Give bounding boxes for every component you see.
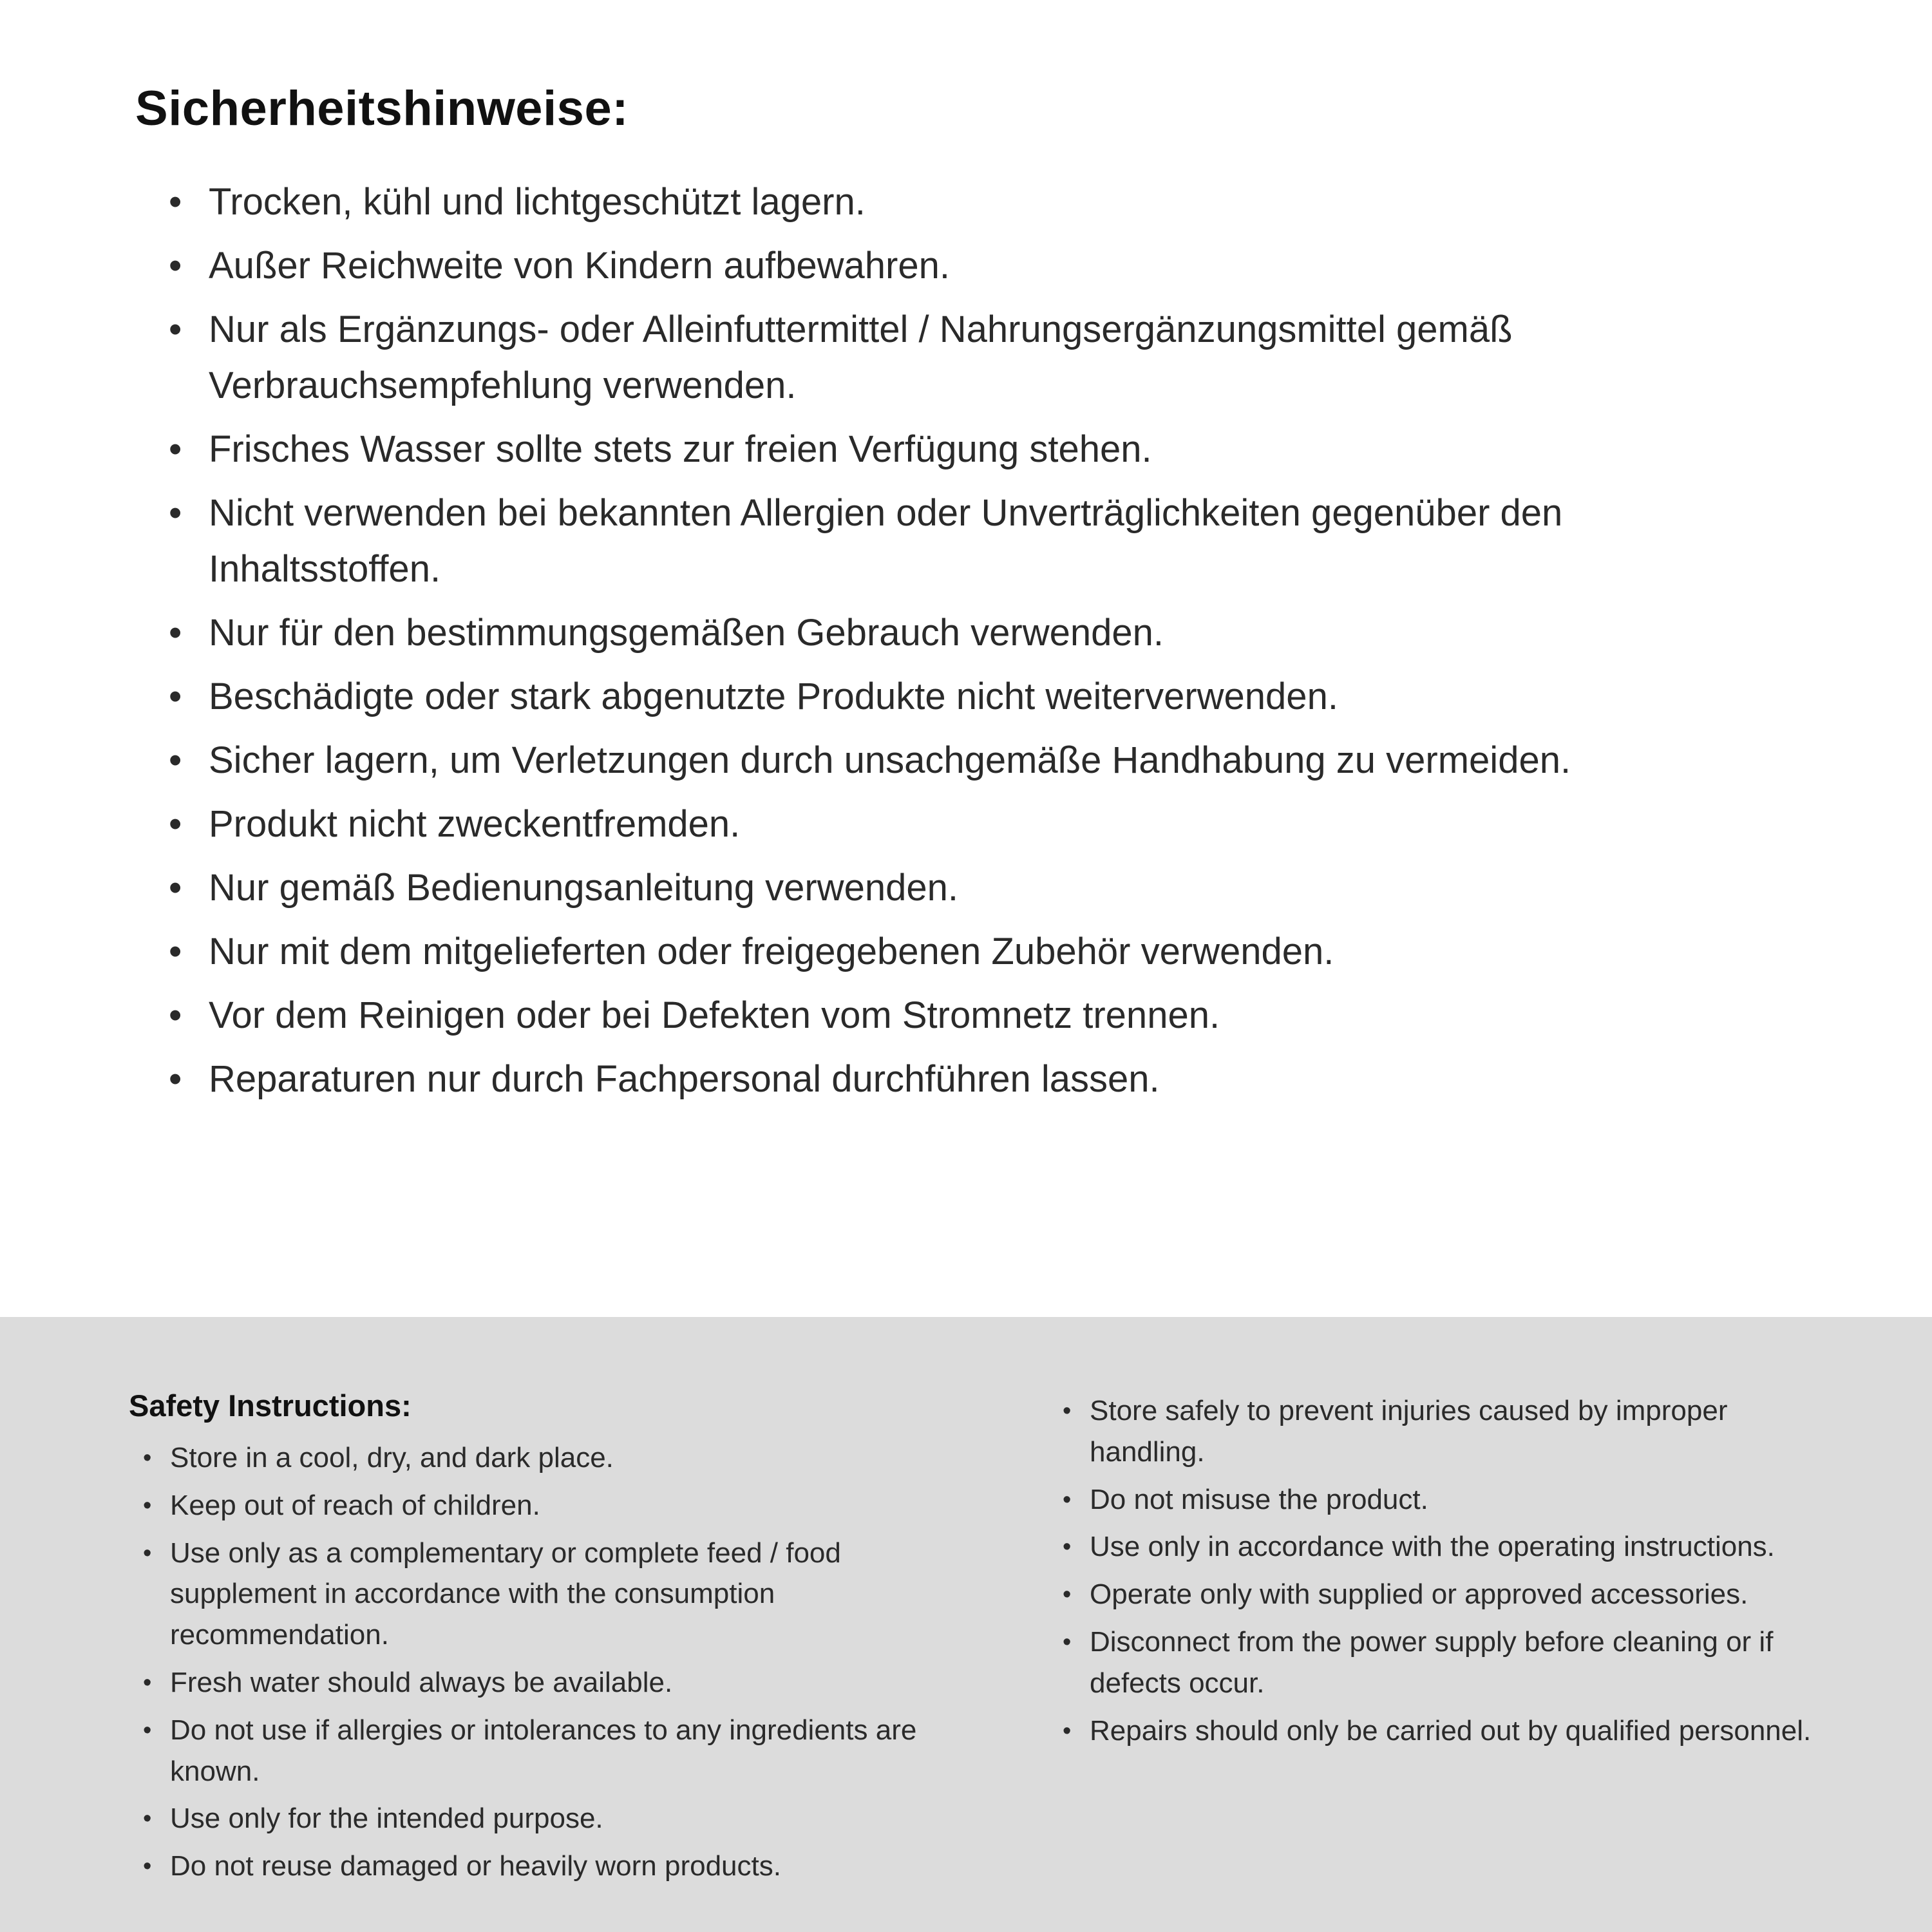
- english-list-item: • Do not use if allergies or intolerances to any ingredients are known.: [143, 1710, 992, 1792]
- german-list-item: • Vor dem Reinigen oder bei Defekten vom Stromnetz trennen.: [169, 987, 1797, 1043]
- german-list-item: • Frisches Wasser sollte stets zur freien Verfügung stehen.: [169, 421, 1797, 477]
- english-left-list: [129, 1437, 992, 1887]
- english-list-item: • Do not reuse damaged or heavily worn products.: [143, 1846, 992, 1887]
- german-list: [135, 174, 1797, 1107]
- german-list-item: • Nicht verwenden bei bekannten Allergien oder Unverträglichkeiten gegenüber den Inhaltsstoffen.: [169, 485, 1797, 597]
- german-list-item: • Beschädigte oder stark abgenutzte Produkte nicht weiterverwenden.: [169, 668, 1797, 724]
- english-list-item: • Use only for the intended purpose.: [143, 1798, 992, 1839]
- english-list-item: • Store safely to prevent injuries caused by improper handling.: [1063, 1390, 1823, 1473]
- german-list-item: • Nur mit dem mitgelieferten oder freigegebenen Zubehör verwenden.: [169, 923, 1797, 980]
- german-list-item: • Nur für den bestimmungsgemäßen Gebrauch verwenden.: [169, 605, 1797, 661]
- german-list-item: • Produkt nicht zweckentfremden.: [169, 796, 1797, 852]
- english-list-item: • Store in a cool, dry, and dark place.: [143, 1437, 992, 1479]
- english-list-item: • Fresh water should always be available.: [143, 1662, 992, 1703]
- english-section: [0, 1317, 1932, 1932]
- english-left-column: [129, 1388, 992, 1932]
- english-list-item: • Keep out of reach of children.: [143, 1485, 992, 1526]
- english-list-item: • Operate only with supplied or approved accessories.: [1063, 1574, 1823, 1615]
- english-right-column: [1063, 1388, 1823, 1932]
- english-list-item: • Disconnect from the power supply before cleaning or if defects occur.: [1063, 1622, 1823, 1704]
- english-right-list: [1063, 1390, 1823, 1751]
- english-list-item: • Do not misuse the product.: [1063, 1479, 1823, 1520]
- german-list-item: • Trocken, kühl und lichtgeschützt lagern.: [169, 174, 1797, 230]
- german-list-item: • Sicher lagern, um Verletzungen durch unsachgemäße Handhabung zu vermeiden.: [169, 732, 1797, 788]
- english-title: Safety Instructions:: [129, 1388, 412, 1423]
- german-title: Sicherheitshinweise:: [135, 81, 629, 136]
- german-list-item: • Reparaturen nur durch Fachpersonal durchführen lassen.: [169, 1051, 1797, 1107]
- english-list-item: • Use only as a complementary or complete feed / food supplement in accordance with the consumption recommendation.: [143, 1533, 992, 1656]
- english-list-item: • Use only in accordance with the operating instructions.: [1063, 1526, 1823, 1567]
- german-list-item: • Außer Reichweite von Kindern aufbewahren.: [169, 238, 1797, 294]
- english-list-item: • Repairs should only be carried out by qualified personnel.: [1063, 1710, 1823, 1752]
- german-list-item: • Nur als Ergänzungs- oder Alleinfuttermittel / Nahrungsergänzungsmittel gemäß Verbrauchsempfehlung verwenden.: [169, 301, 1797, 413]
- german-list-item: • Nur gemäß Bedienungsanleitung verwenden.: [169, 860, 1797, 916]
